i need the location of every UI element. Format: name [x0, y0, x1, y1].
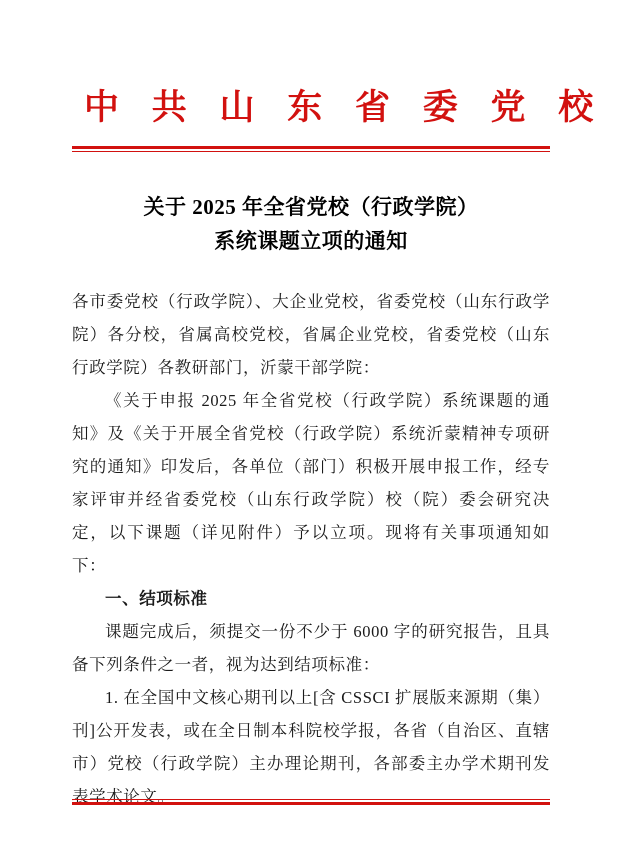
section-heading-1: 一、结项标准	[105, 589, 208, 609]
masthead-divider	[72, 146, 550, 152]
body-paragraph-2: 课题完成后，须提交一份不少于 6000 字的研究报告，且具备下列条件之一者，视为达到结项标准：	[72, 622, 550, 675]
document-title-line-2: 系统课题立项的通知	[214, 229, 408, 254]
document-body	[72, 285, 550, 813]
masthead	[72, 0, 606, 152]
recipients-paragraph: 各市委党校（行政学院）、大企业党校，省委党校（山东行政学院）各分校，省属高校党校，省属企业党校，省委党校（山东行政学院）各教研部门，沂蒙干部学院：	[72, 292, 550, 378]
body-paragraph-3: 1. 在全国中文核心期刊以上[含 CSSCI 扩展版来源期（集）刊]公开发表，或在全日制本科院校学报，各省（自治区、直辖市）党校（行政学院）主办理论期刊，各部委主办学术期刊发表学术论文。	[72, 688, 550, 807]
document-title	[72, 190, 550, 259]
masthead-organization-title: 中 共 山 东 省 委 党 校	[84, 88, 606, 127]
document-title-line-1: 关于 2025 年全省党校（行政学院）	[143, 194, 479, 219]
footer-divider	[72, 799, 550, 805]
body-paragraph-1: 《关于申报 2025 年全省党校（行政学院）系统课题的通知》及《关于开展全省党校（行政学院）系统沂蒙精神专项研究的通知》印发后，各单位（部门）积极开展申报工作，经专家评审并经省委党校（山东行政学院）校（院）委会研究决定，以下课题（详见附件）予以立项。现将有关事项通知如下：	[72, 391, 550, 576]
